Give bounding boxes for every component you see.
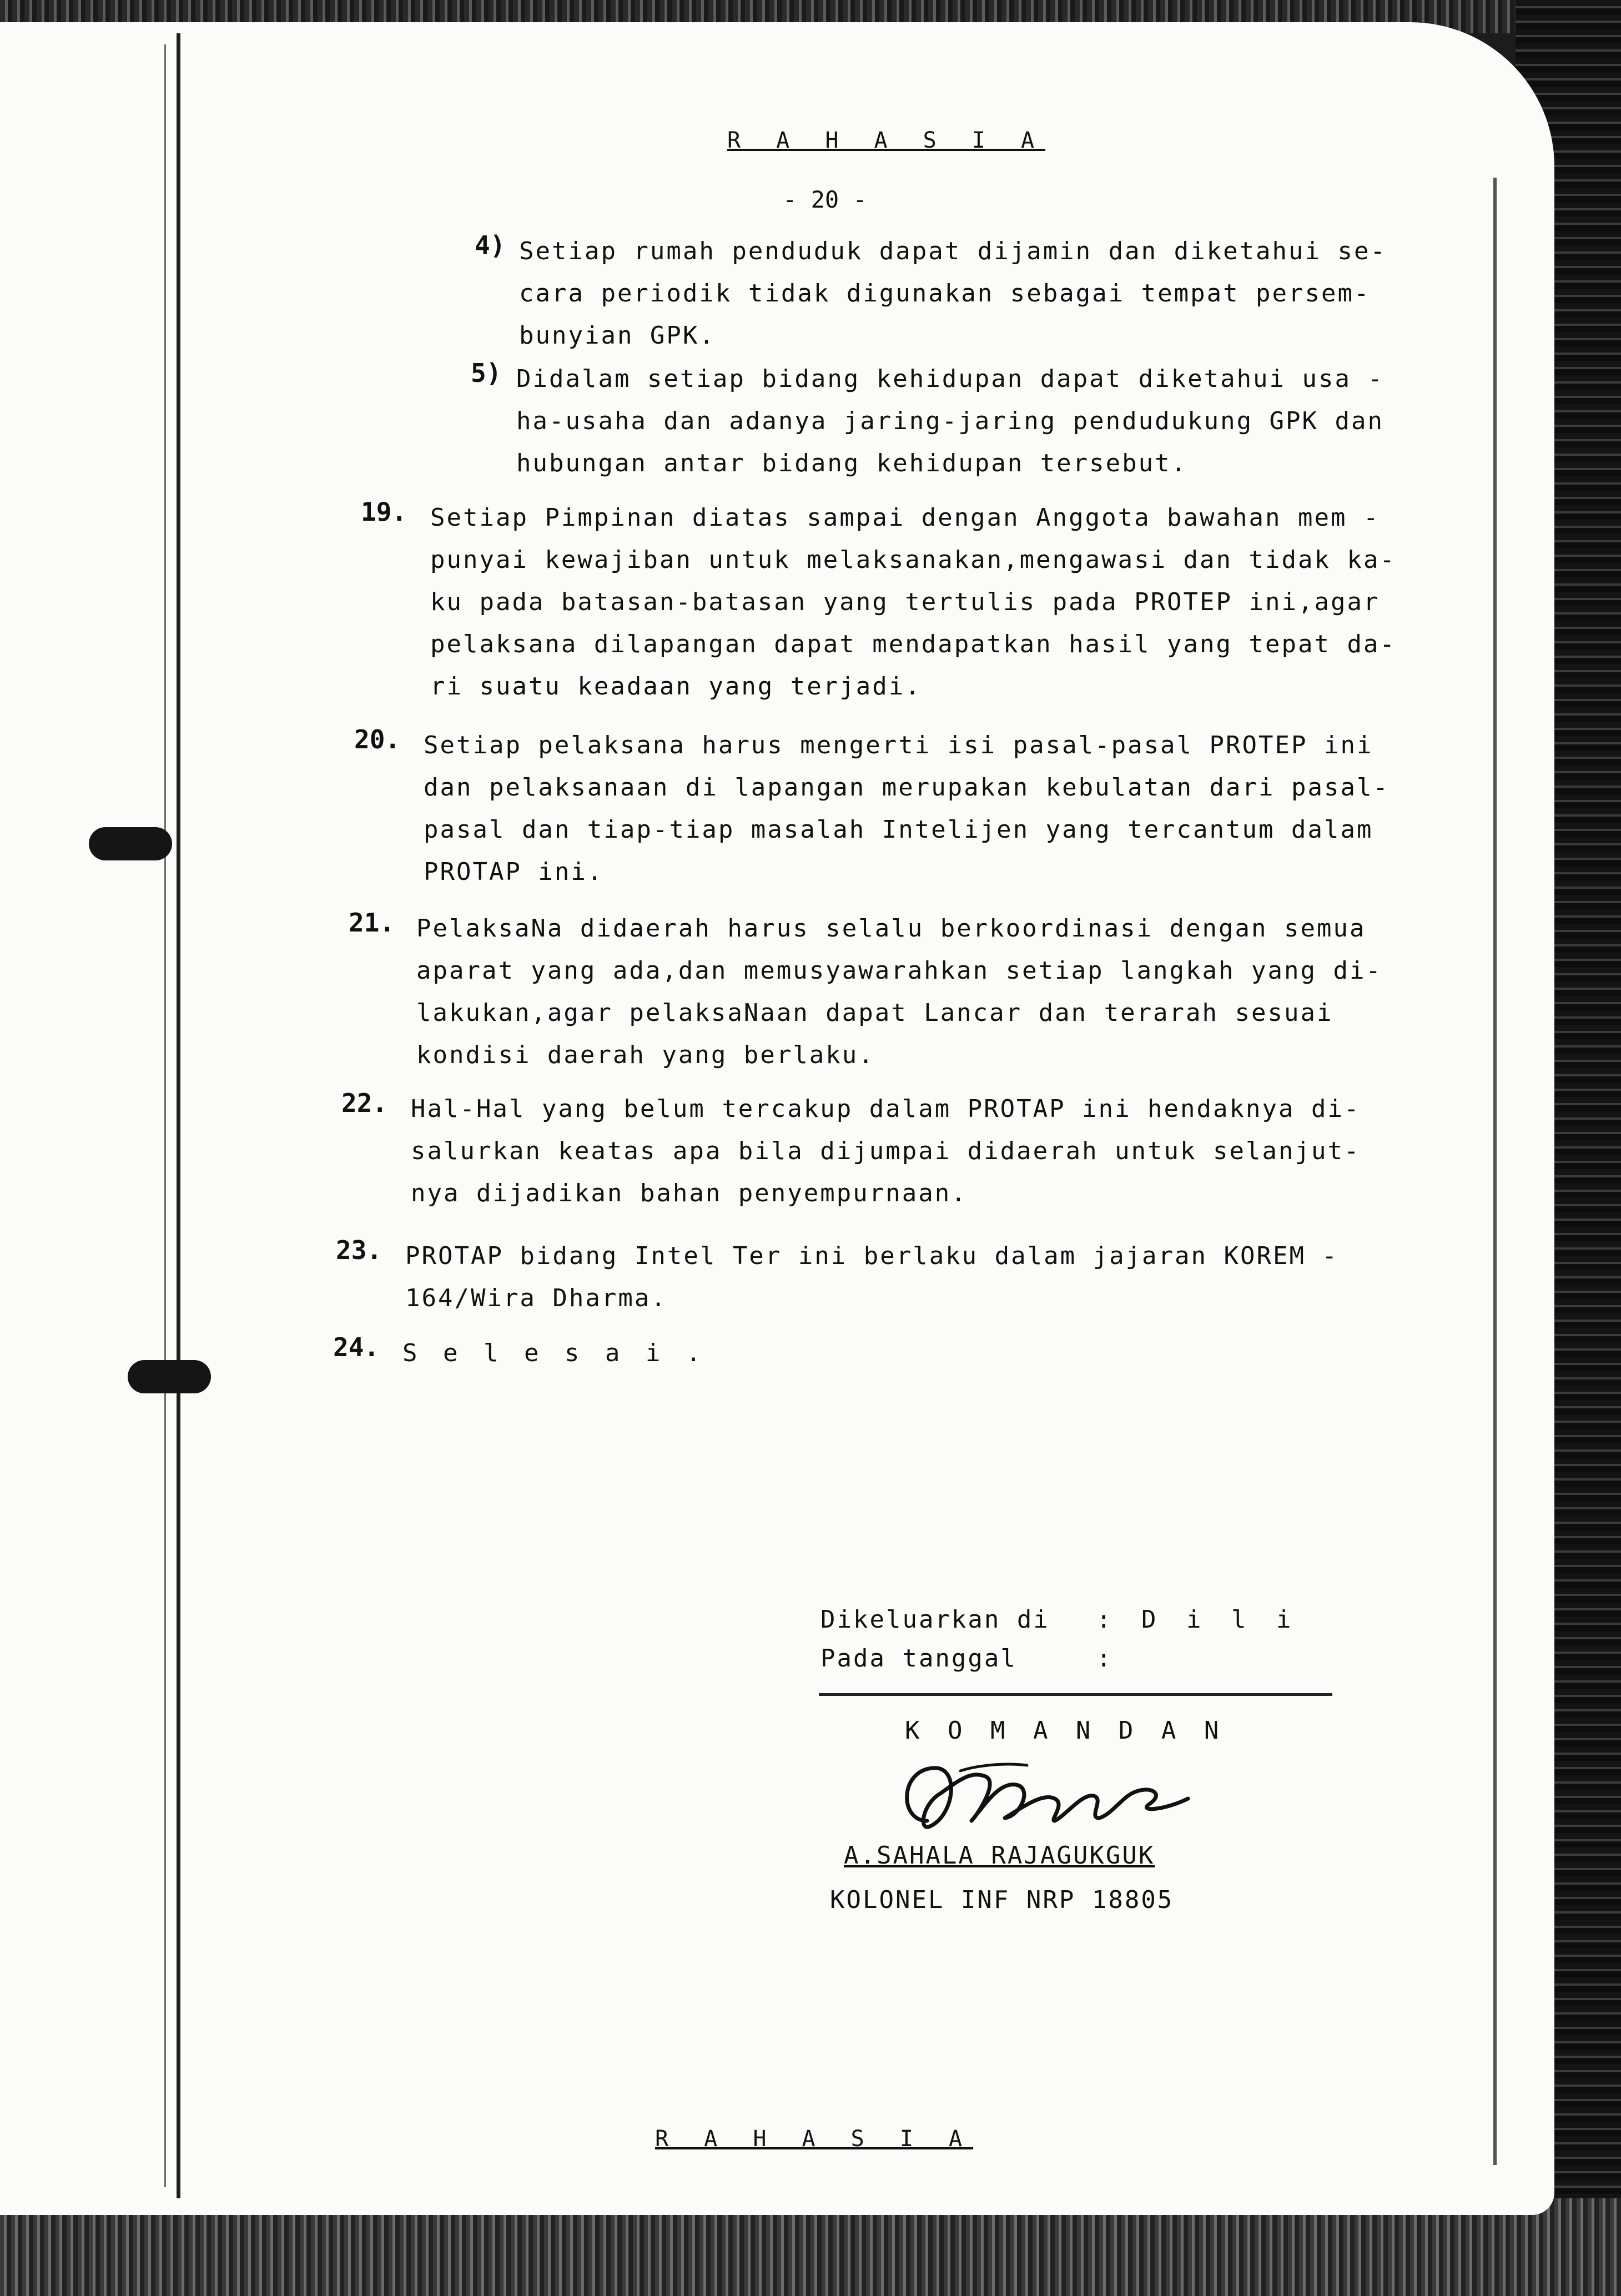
signatory-name: A.SAHALA RAJAGUKGUK: [844, 1841, 1155, 1870]
handwritten-signature: [888, 1738, 1199, 1849]
paragraph-line: Setiap pelaksana harus mengerti isi pasal-pasal PROTEP ini: [424, 731, 1373, 759]
subitem-4: [475, 230, 1387, 357]
binding-shadow: [164, 44, 166, 2187]
paragraph-line: PROTAP bidang Intel Ter ini berlaku dalam jajaran KOREM -: [405, 1242, 1338, 1270]
binder-clip-top: [89, 827, 172, 860]
paragraph-number: 20.: [354, 724, 401, 754]
paragraph-line: pasal dan tiap-tiap masalah Intelijen yang tercantum dalam: [424, 815, 1373, 844]
paragraph-number: 23.: [336, 1235, 382, 1265]
signatory-rank: KOLONEL INF NRP 18805: [830, 1886, 1174, 1914]
paragraph-22: [341, 1088, 1360, 1215]
binder-clip-bottom: [128, 1360, 211, 1393]
paragraph-line: pelaksana dilapangan dapat mendapatkan hasil yang tepat da-: [430, 630, 1396, 658]
paragraph-line: punyai kewajiban untuk melaksanakan,mengawasi dan tidak ka-: [430, 546, 1396, 574]
paragraph-20: [354, 724, 1390, 893]
paragraph-line: PelaksaNa didaerah harus selalu berkoordinasi dengan semua: [416, 914, 1366, 943]
paragraph-21: [349, 908, 1382, 1076]
paragraph-line: ku pada batasan-batasan yang tertulis pada PROTEP ini,agar: [430, 588, 1380, 616]
paragraph-line: aparat yang ada,dan memusyawarahkan setiap langkah yang di-: [416, 956, 1382, 985]
paragraph-line: dan pelaksanaan di lapangan merupakan kebulatan dari pasal-: [424, 773, 1390, 802]
paragraph-line: Hal-Hal yang belum tercakup dalam PROTAP ini hendaknya di-: [411, 1095, 1361, 1123]
paragraph-line: ri suatu keadaan yang terjadi.: [430, 672, 922, 701]
paragraph-number: 21.: [349, 908, 395, 938]
issuance-rule: [819, 1693, 1332, 1696]
subitem-line: Setiap rumah penduduk dapat dijamin dan diketahui se-: [519, 237, 1387, 265]
subitem-number: 5): [471, 358, 502, 388]
page-number: - 20 -: [783, 186, 867, 213]
issued-at-value: : D i l i: [1096, 1605, 1299, 1634]
paragraph-line: S e l e s a i .: [402, 1339, 707, 1367]
paragraph-24: [333, 1332, 706, 1374]
subitem-line: bunyian GPK.: [519, 321, 716, 350]
paragraph-line: Setiap Pimpinan diatas sampai dengan Anggota bawahan mem -: [430, 503, 1380, 532]
issued-date-label: Pada tanggal: [820, 1644, 1017, 1673]
binding-line: [177, 33, 180, 2198]
paragraph-23: [336, 1235, 1338, 1320]
paragraph-line: salurkan keatas apa bila dijumpai didaerah untuk selanjut-: [411, 1137, 1361, 1165]
paragraph-line: PROTAP ini.: [424, 858, 604, 886]
classification-header: R A H A S I A: [727, 128, 1046, 153]
paragraph-line: nya dijadikan bahan penyempurnaan.: [411, 1179, 968, 1207]
issued-at-label: Dikeluarkan di: [820, 1605, 1050, 1634]
subitem-5: [471, 358, 1384, 485]
paragraph-line: kondisi daerah yang berlaku.: [416, 1041, 875, 1069]
issued-date-value: :: [1096, 1644, 1113, 1673]
subitem-line: cara periodik tidak digunakan sebagai tempat persem-: [519, 279, 1371, 308]
paragraph-number: 19.: [361, 497, 407, 527]
paragraph-number: 24.: [333, 1332, 380, 1362]
classification-footer: R A H A S I A: [655, 2126, 974, 2152]
page-fold-shadow: [1493, 178, 1497, 2165]
paragraph-line: lakukan,agar pelaksaNaan dapat Lancar dan terarah sesuai: [416, 999, 1333, 1027]
subitem-line: ha-usaha dan adanya jaring-jaring pendudukung GPK dan: [516, 407, 1384, 435]
subitem-number: 4): [475, 230, 506, 260]
subitem-line: Didalam setiap bidang kehidupan dapat diketahui usa -: [516, 365, 1384, 393]
paragraph-line: 164/Wira Dharma.: [405, 1284, 667, 1312]
paragraph-number: 22.: [341, 1088, 388, 1118]
signatory-title: K O M A N D A N: [905, 1716, 1226, 1745]
subitem-line: hubungan antar bidang kehidupan tersebut.: [516, 449, 1188, 477]
paragraph-19: [361, 497, 1396, 708]
